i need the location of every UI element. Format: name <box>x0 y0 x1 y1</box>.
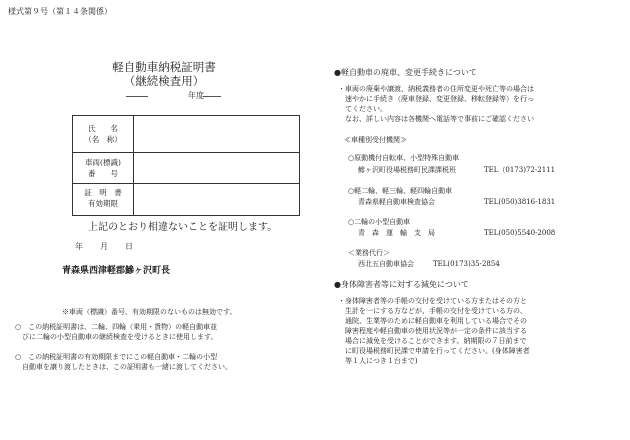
expiry-field[interactable] <box>134 184 299 215</box>
section-disposal-body: ・車両の廃棄や譲渡、納税義務者の住所変更や死亡等の場合は 速やかに手続き（廃車登録、変更登録、移転登録等）を行っ てください。 なお、詳しい内容は各機関へ電話等で事前にご確認ください <box>338 85 534 123</box>
agency-moped-office: 鰺ヶ沢町役場税務町民課課税班 <box>358 166 456 174</box>
agencies-heading: ≪車種別受付機関≫ <box>344 136 407 144</box>
date-year-label: 年 <box>75 242 83 251</box>
date-day-label: 日 <box>125 242 133 251</box>
name-field[interactable] <box>134 116 299 152</box>
agent-office: 西北五自動車協会 <box>358 260 414 268</box>
year-label: 年度 <box>188 91 204 100</box>
agency-kei-office: 青森県軽自動車検査協会 <box>358 198 435 206</box>
name-label: 氏 名 （名 称） <box>84 124 122 144</box>
expiry-label: 証 明 書 有効期限 <box>84 188 122 208</box>
document-subtitle: （継続検査用） <box>123 74 205 88</box>
agency-kei-tel: TEL(050)3816-1831 <box>484 198 556 206</box>
agency-moped-name: ○原動機付自転車、小型特殊自動車 <box>348 154 460 162</box>
year-trailing-line <box>203 96 221 97</box>
vehicle-number-label: 車両(標識) 番 号 <box>85 158 121 178</box>
notice-transfer: ○ この納税証明書の有効期限までにこの軽自動車・二輪の小型 自動車を譲り渡したときは、この証明書も一緒に渡してください。 <box>15 353 232 371</box>
agent-heading: ＜業務代行＞ <box>348 249 390 257</box>
agency-small-car-name: ○二輪の小型自動車 <box>348 218 411 226</box>
agency-moped-tel: TEL（0173)72-2111 <box>484 166 556 174</box>
agency-kei-name: ○軽二輪、軽三輪、軽四輪自動車 <box>348 187 453 195</box>
certificate-table <box>72 115 300 216</box>
form-number: 様式第９号（第１４条関係） <box>8 7 112 16</box>
section-exemption-body: ・身体障害者等の手帳の交付を受けている方またはその方と 生計を一にする方などが、手帳の交付を受けている方の、 通院、生業等のために軽自動車を利用している場合でその 障害程度や軽自動車の使用状況等が一定の条件に該当する 場合に減免を受けることができます。納期限の７日前まで に町役場税務町民課で申請を行ってください。(身体障害者 等１人につき１台まで) <box>338 297 530 365</box>
section-exemption-heading: ●身体障害者等に対する減免について <box>334 280 469 289</box>
issuer-name: 青森県西津軽郡鰺ヶ沢町長 <box>62 266 171 276</box>
document-title: 軽自動車納税証明書 <box>112 60 216 74</box>
date-month-label: 月 <box>100 242 108 251</box>
agent-tel: TEL(0173)35-2854 <box>433 260 500 268</box>
certify-statement: 上記のとおり相違ないことを証明します。 <box>88 222 278 233</box>
validity-note: ※車両（標識）番号、有効期限のないものは無効です。 <box>62 308 237 316</box>
section-disposal-heading: ●軽自動車の廃車、変更手続きについて <box>334 68 477 77</box>
notice-usage: ○ この納税証明書は、二輪、四輪（乗用・貨物）の軽自動車並 びに二輪の小型自動車の継続検査を受けるときに使用します。 <box>15 323 218 341</box>
agency-small-car-office: 青 森 運 輸 支 局 <box>358 229 435 237</box>
agency-small-car-tel: TEL(050)5540-2008 <box>484 229 556 237</box>
year-blank-line <box>126 96 148 97</box>
vehicle-number-field[interactable] <box>134 153 299 183</box>
